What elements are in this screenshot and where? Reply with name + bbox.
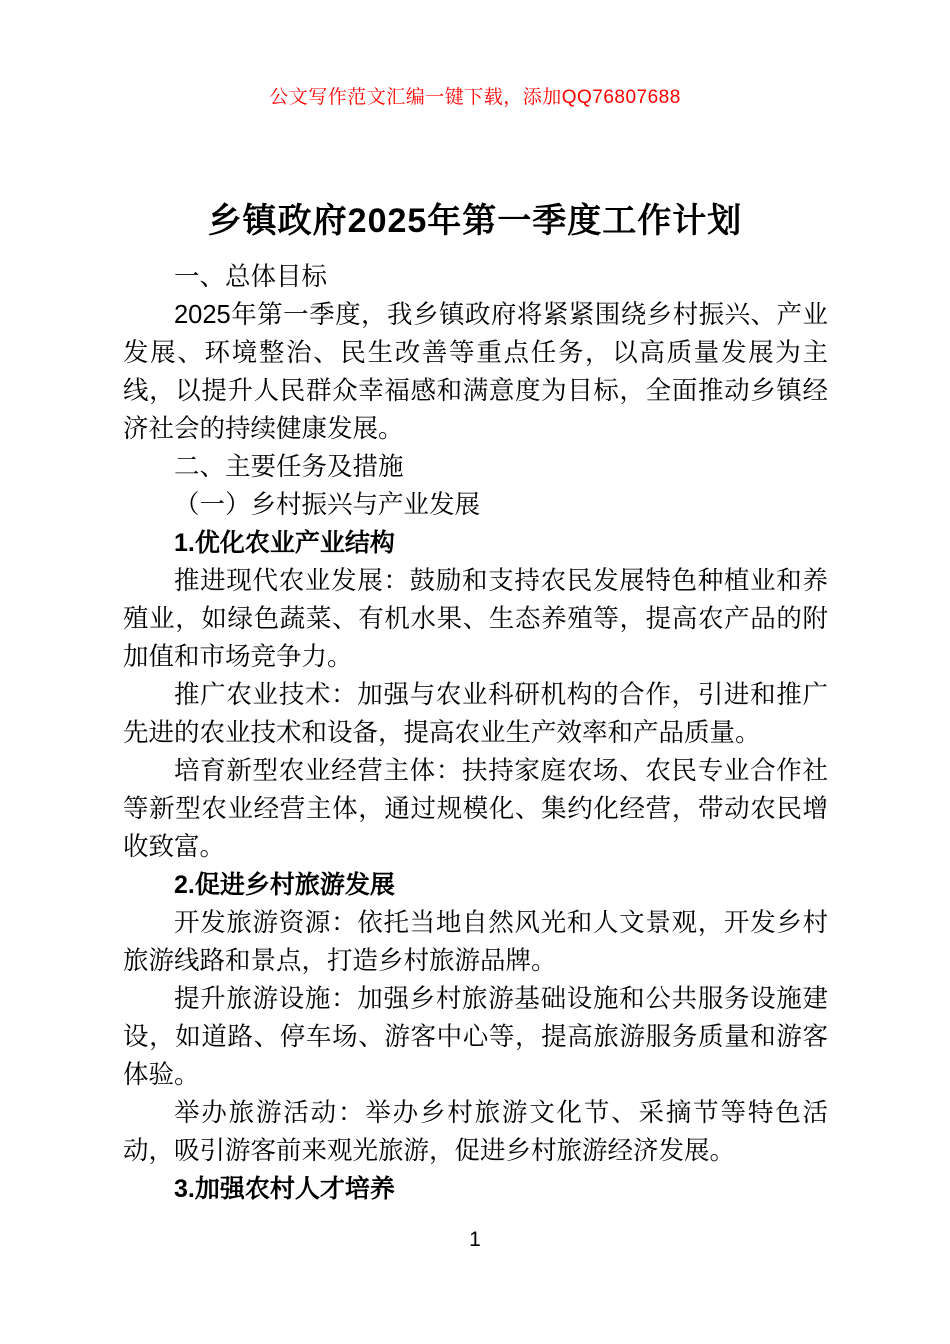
paragraph: （一）乡村振兴与产业发展 xyxy=(174,491,481,519)
paragraph: 开发旅游资源：依托当地自然风光和人文景观，开发乡村旅游线路和景点，打造乡村旅游品牌。 xyxy=(123,909,828,975)
page-number: 1 xyxy=(469,1228,481,1251)
section-heading: 3.加强农村人才培养 xyxy=(174,1175,395,1203)
paragraph: 提升旅游设施：加强乡村旅游基础设施和公共服务设施建设，如道路、停车场、游客中心等，提高旅游服务质量和游客体验。 xyxy=(123,985,828,1089)
paragraph: 一、总体目标 xyxy=(174,263,328,291)
paragraph: 二、主要任务及措施 xyxy=(174,453,404,481)
document-body xyxy=(123,258,828,1208)
paragraph: 2025年第一季度，我乡镇政府将紧紧围绕乡村振兴、产业发展、环境整治、民生改善等重点任务，以高质量发展为主线，以提升人民群众幸福感和满意度为目标，全面推动乡镇经济社会的持续健康发展。 xyxy=(123,301,828,443)
paragraph: 培育新型农业经营主体：扶持家庭农场、农民专业合作社等新型农业经营主体，通过规模化、集约化经营，带动农民增收致富。 xyxy=(123,757,828,861)
section-heading: 1.优化农业产业结构 xyxy=(174,529,395,557)
paragraph: 推进现代农业发展：鼓励和支持农民发展特色种植业和养殖业，如绿色蔬菜、有机水果、生态养殖等，提高农产品的附加值和市场竞争力。 xyxy=(123,567,828,671)
page-title: 乡镇政府2025年第一季度工作计划 xyxy=(207,201,743,240)
paragraph: 举办旅游活动：举办乡村旅游文化节、采摘节等特色活动，吸引游客前来观光旅游，促进乡村旅游经济发展。 xyxy=(123,1099,828,1165)
paragraph: 推广农业技术：加强与农业科研机构的合作，引进和推广先进的农业技术和设备，提高农业生产效率和产品质量。 xyxy=(123,681,828,747)
section-heading: 2.促进乡村旅游发展 xyxy=(174,871,395,899)
watermark-text: 公文写作范文汇编一键下载，添加QQ76807688 xyxy=(269,87,681,108)
